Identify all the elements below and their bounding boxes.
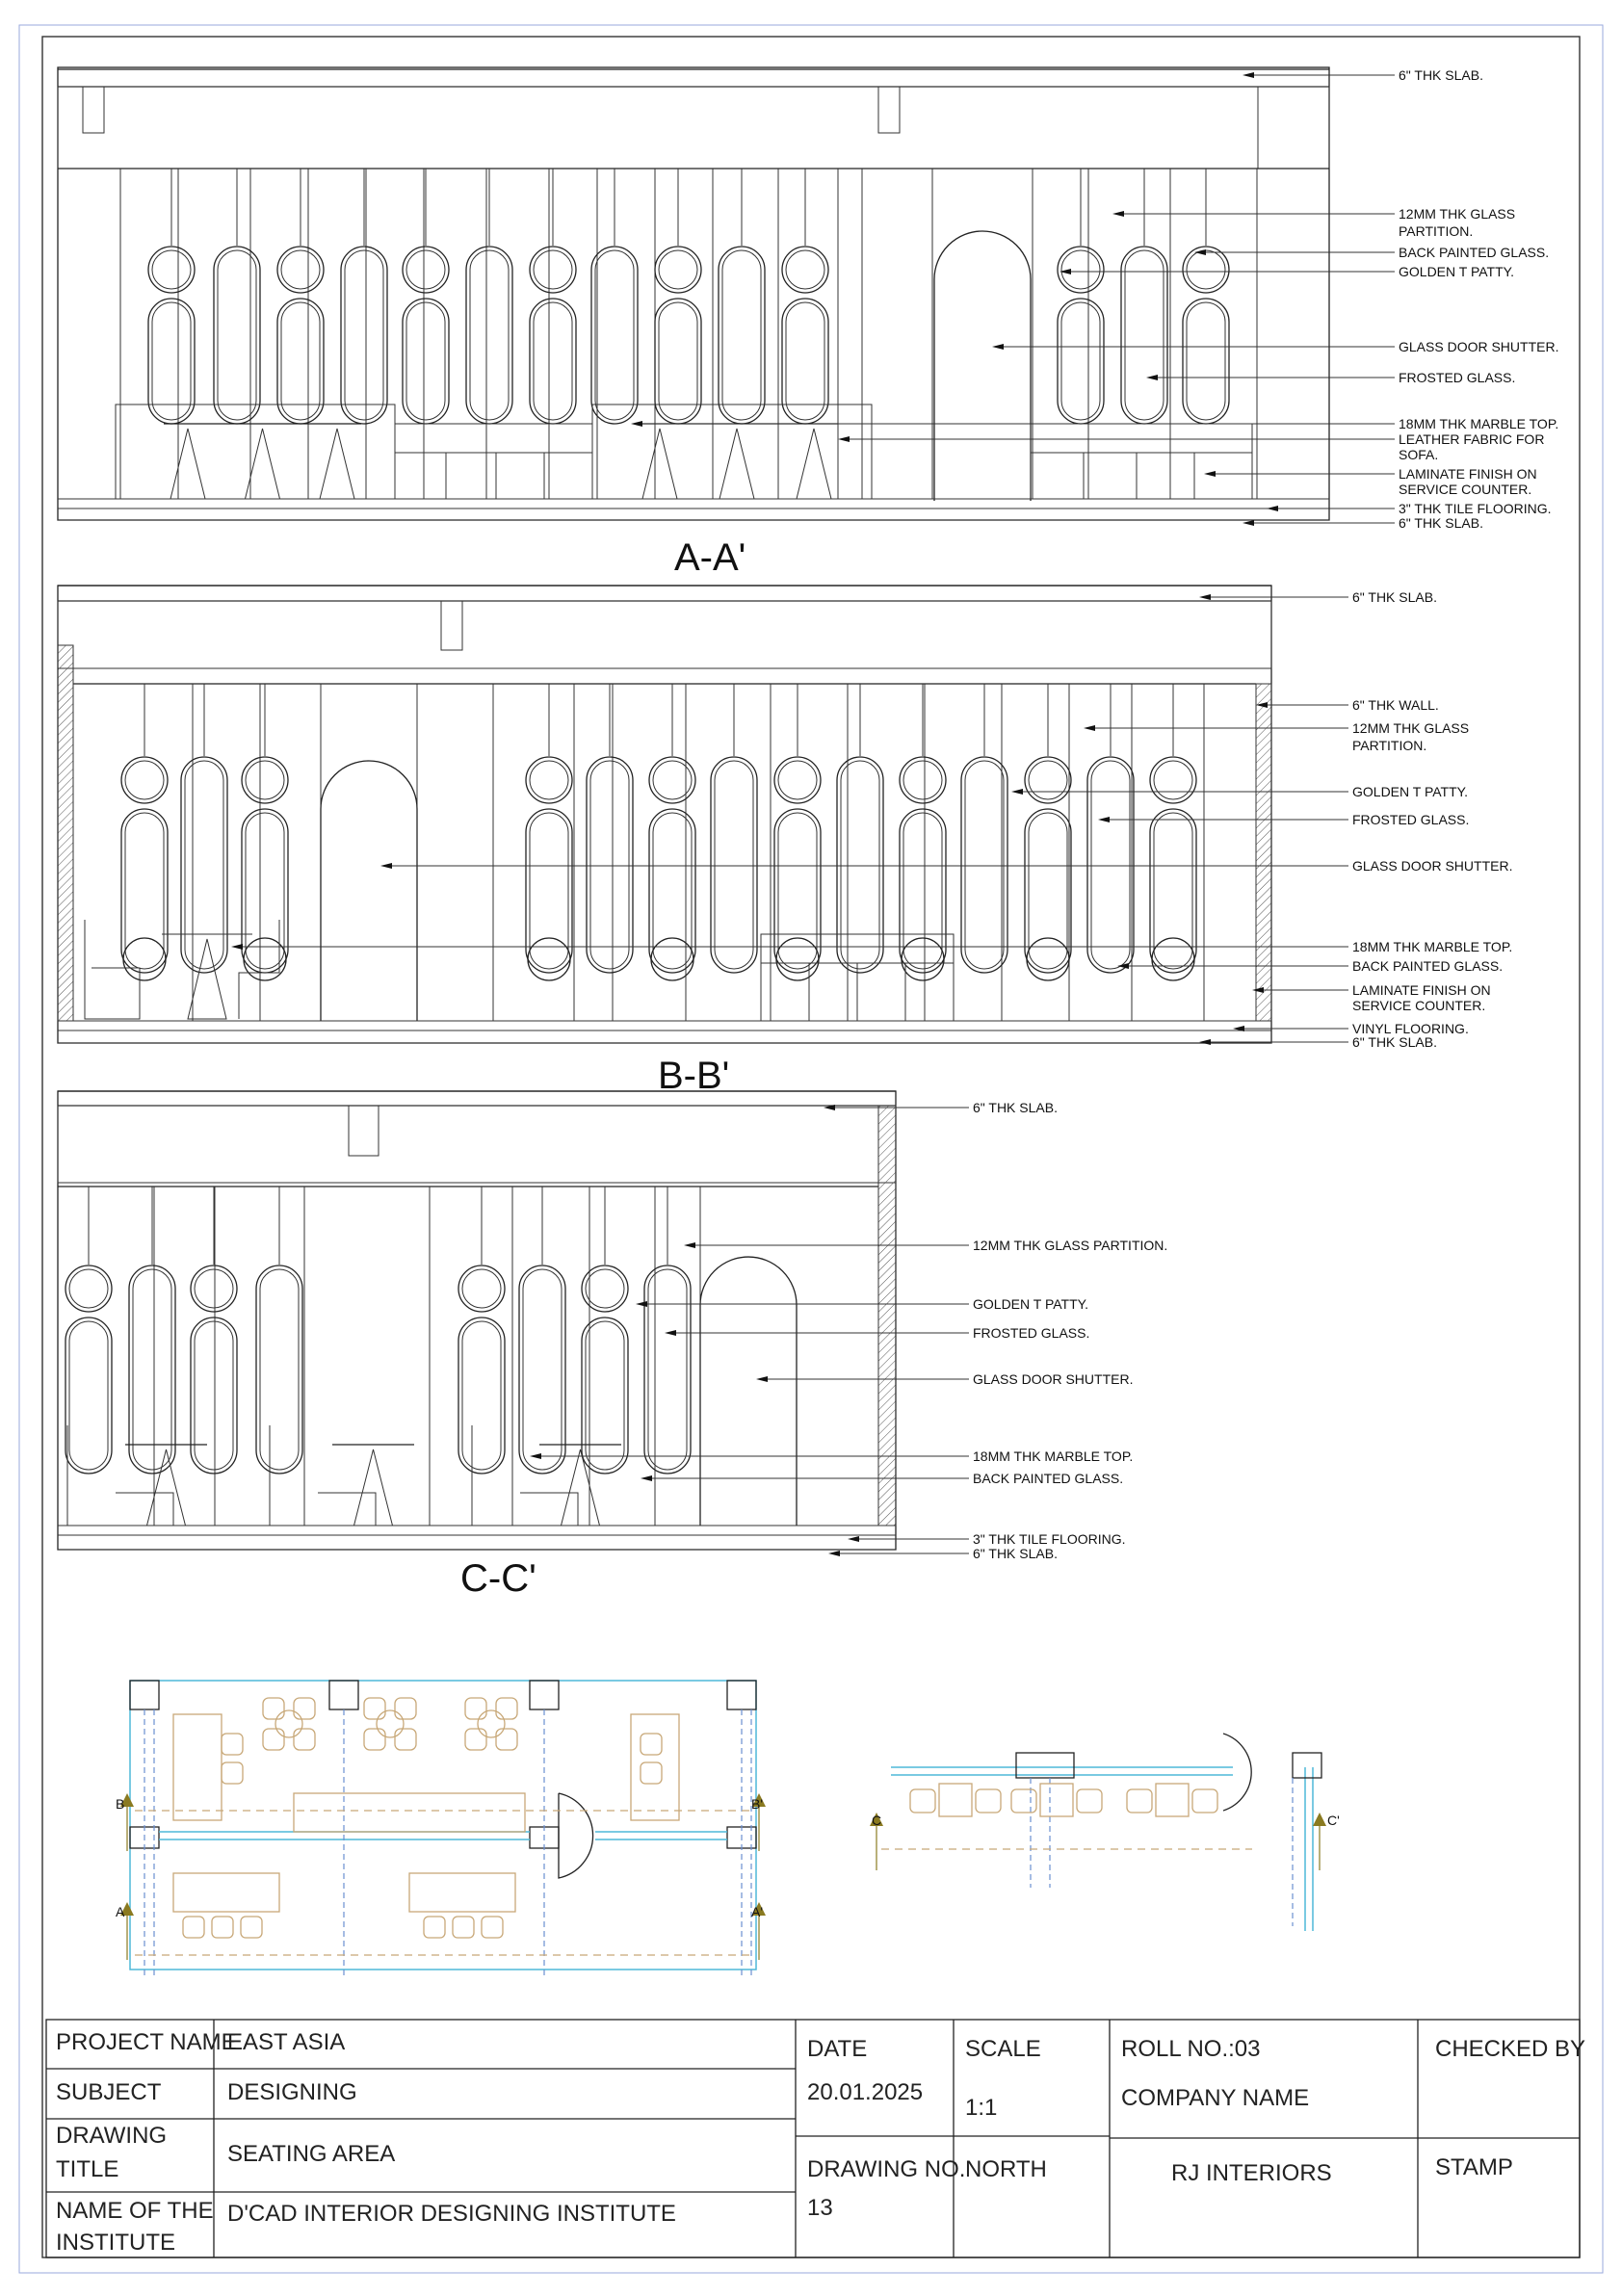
frosted-capsule-inner <box>590 761 629 969</box>
golden-ring <box>458 1265 505 1312</box>
frosted-capsule <box>587 757 633 973</box>
note-label: GLASS DOOR SHUTTER. <box>973 1371 1134 1387</box>
plan-chair <box>395 1729 416 1750</box>
note-label: SOFA. <box>1399 447 1439 462</box>
north-label: NORTH <box>965 2156 1047 2182</box>
subject-label: SUBJECT <box>56 2079 162 2105</box>
note-label: FROSTED GLASS. <box>1399 370 1516 385</box>
golden-ring-inner <box>1029 761 1067 799</box>
golden-ring <box>1058 247 1104 293</box>
leader-arrow <box>1204 471 1216 477</box>
section-arrow <box>1313 1813 1326 1826</box>
scale-value: 1:1 <box>965 2095 998 2121</box>
section-marker-label: A' <box>751 1904 764 1919</box>
leader-arrow <box>1084 725 1095 731</box>
plan-table <box>939 1784 972 1816</box>
golden-ring <box>526 757 572 803</box>
leader-arrow <box>1098 817 1110 822</box>
note-label: 18MM THK MARBLE TOP. <box>1352 939 1513 954</box>
plan-chair <box>212 1917 233 1938</box>
golden-ring-lower <box>651 938 693 980</box>
note-label: VINYL FLOORING. <box>1352 1021 1469 1036</box>
note-label: 18MM THK MARBLE TOP. <box>973 1448 1134 1464</box>
frosted-capsule-inner <box>133 1269 171 1470</box>
plan-chair <box>183 1917 204 1938</box>
frosted-capsule-inner <box>260 1269 299 1470</box>
section-marker-label: C <box>872 1813 882 1828</box>
institute-label-1: NAME OF THE <box>56 2198 214 2224</box>
title-block <box>46 2020 1585 2257</box>
frosted-capsule <box>121 809 168 973</box>
golden-ring-inner <box>246 761 284 799</box>
leader-arrow <box>1199 594 1211 600</box>
frosted-capsule-inner <box>586 1321 624 1470</box>
golden-ring-lower <box>776 938 819 980</box>
golden-ring <box>65 1265 112 1312</box>
note-label: 12MM THK GLASS <box>1352 720 1470 736</box>
plan-chair <box>482 1917 503 1938</box>
plan-chair <box>641 1762 662 1784</box>
note-label: LAMINATE FINISH ON <box>1399 466 1537 482</box>
frosted-capsule <box>900 809 946 973</box>
golden-ring <box>1150 757 1196 803</box>
golden-ring-inner <box>69 1269 108 1308</box>
note-label: GOLDEN T PATTY. <box>1399 264 1515 279</box>
golden-ring-inner <box>462 1269 501 1308</box>
leader-arrow <box>641 1475 652 1481</box>
frosted-capsule-inner <box>152 302 191 420</box>
note-label: 6" THK SLAB. <box>1399 67 1483 83</box>
section-bb-title: B-B' <box>658 1055 730 1097</box>
golden-ring-inner <box>1187 250 1225 289</box>
note-label: GLASS DOOR SHUTTER. <box>1399 339 1559 354</box>
frosted-capsule-inner <box>530 813 568 969</box>
project-name-value: EAST ASIA <box>227 2029 346 2055</box>
frosted-capsule <box>519 1265 565 1474</box>
leader-arrow <box>838 436 850 442</box>
note-label: 18MM THK MARBLE TOP. <box>1399 416 1559 431</box>
frosted-capsule <box>1025 809 1071 973</box>
frosted-capsule-inner <box>195 1321 233 1470</box>
section-markers <box>116 1793 1340 1960</box>
plan-chair <box>910 1789 935 1813</box>
frosted-capsule-inner <box>69 1321 108 1470</box>
key-plan-right <box>881 1734 1321 1931</box>
section-aa-notes <box>631 67 1558 531</box>
plan-chair <box>641 1734 662 1755</box>
plan-chair <box>976 1789 1001 1813</box>
frosted-capsule <box>191 1318 237 1474</box>
plan-table <box>377 1710 404 1737</box>
note-label: 6" THK SLAB. <box>1399 515 1483 531</box>
note-label: PARTITION. <box>1352 738 1427 753</box>
frosted-capsule <box>774 809 821 973</box>
frosted-capsule <box>591 247 638 424</box>
frosted-capsule <box>466 247 512 424</box>
plan-chair <box>222 1734 243 1755</box>
subject-value: DESIGNING <box>227 2079 357 2105</box>
golden-ring <box>191 1265 237 1312</box>
plan-chair <box>241 1917 262 1938</box>
frosted-capsule-inner <box>281 302 320 420</box>
frosted-capsule-inner <box>1154 813 1192 969</box>
plan-table <box>1040 1784 1073 1816</box>
section-bb-notes <box>231 589 1512 1050</box>
leader-arrow <box>848 1536 859 1542</box>
golden-ring <box>582 1265 628 1312</box>
leader-arrow <box>684 1242 695 1248</box>
leader-arrow <box>231 944 243 950</box>
leader-arrow <box>1243 72 1254 78</box>
frosted-capsule-inner <box>648 1269 687 1470</box>
golden-ring-inner <box>195 1269 233 1308</box>
frosted-capsule-inner <box>534 302 572 420</box>
note-label: 3" THK TILE FLOORING. <box>973 1531 1126 1547</box>
plan-chair <box>1011 1789 1036 1813</box>
frosted-capsule-inner <box>715 761 753 969</box>
frosted-capsule <box>341 247 387 424</box>
golden-ring-inner <box>903 761 942 799</box>
frosted-capsule <box>129 1265 175 1474</box>
note-label: SERVICE COUNTER. <box>1399 482 1532 497</box>
frosted-capsule-inner <box>125 813 164 969</box>
table-base <box>719 429 754 499</box>
section-marker-label: A <box>116 1904 125 1919</box>
drawing-no-label: DRAWING NO. <box>807 2156 966 2182</box>
frosted-capsule <box>837 757 883 973</box>
frosted-capsule <box>1058 299 1104 424</box>
section-cc-elevation <box>58 1091 896 1550</box>
golden-ring-lower <box>1152 938 1194 980</box>
note-label: GOLDEN T PATTY. <box>1352 784 1469 799</box>
golden-ring-inner <box>152 250 191 289</box>
plan-chair <box>465 1698 486 1719</box>
chair-profile <box>270 1425 376 1526</box>
frosted-capsule <box>961 757 1007 973</box>
golden-ring-lower <box>528 938 570 980</box>
leader-arrow <box>1011 789 1023 795</box>
frosted-capsule <box>214 247 260 424</box>
golden-ring <box>900 757 946 803</box>
frosted-capsule <box>649 809 695 973</box>
note-label: FROSTED GLASS. <box>973 1325 1090 1341</box>
leader-arrow <box>380 863 392 869</box>
frosted-capsule <box>65 1318 112 1474</box>
plan-chair <box>453 1917 474 1938</box>
table-base <box>354 1449 393 1526</box>
frosted-capsule-inner <box>1187 302 1225 420</box>
frosted-capsule-inner <box>786 302 824 420</box>
stamp-label: STAMP <box>1435 2154 1513 2180</box>
golden-ring-lower <box>902 938 944 980</box>
company-name-label: COMPANY NAME <box>1121 2085 1310 2111</box>
leader-arrow <box>665 1330 676 1336</box>
plan-chair <box>294 1729 315 1750</box>
plan-chair <box>222 1762 243 1784</box>
leader-arrow <box>631 421 642 427</box>
frosted-capsule <box>458 1318 505 1474</box>
leader-arrow <box>1112 211 1124 217</box>
golden-ring <box>121 757 168 803</box>
plan-table <box>1156 1784 1189 1816</box>
frosted-capsule-inner <box>246 813 284 969</box>
plan-chair <box>263 1729 284 1750</box>
section-marker-label: B' <box>751 1796 764 1812</box>
institute-label-2: INSTITUTE <box>56 2230 175 2256</box>
frosted-capsule-inner <box>903 813 942 969</box>
frosted-capsule-inner <box>462 1321 501 1470</box>
note-label: FROSTED GLASS. <box>1352 812 1470 827</box>
frosted-capsule-inner <box>406 302 445 420</box>
note-label: BACK PAINTED GLASS. <box>973 1471 1124 1486</box>
plan-table <box>275 1710 302 1737</box>
frosted-capsule-inner <box>722 250 761 420</box>
note-label: LAMINATE FINISH ON <box>1352 982 1491 998</box>
note-label: 6" THK SLAB. <box>1352 1034 1437 1050</box>
leader-arrow <box>992 344 1004 350</box>
project-name-label: PROJECT NAME <box>56 2029 237 2055</box>
frosted-capsule-inner <box>345 250 383 420</box>
table-base <box>797 429 831 499</box>
frosted-capsule-inner <box>1125 250 1164 420</box>
golden-ring-lower <box>1027 938 1069 980</box>
drawing-title-label-2: TITLE <box>56 2156 119 2182</box>
golden-ring-inner <box>786 250 824 289</box>
golden-ring-inner <box>530 761 568 799</box>
frosted-capsule <box>526 809 572 973</box>
golden-ring-inner <box>534 250 572 289</box>
plan-chair <box>263 1698 284 1719</box>
leader-arrow <box>1243 520 1254 526</box>
golden-ring <box>1025 757 1071 803</box>
section-marker-label: C' <box>1327 1813 1340 1828</box>
frosted-capsule-inner <box>1029 813 1067 969</box>
section-aa-elevation <box>58 67 1329 520</box>
key-plan-left <box>130 1681 756 1979</box>
sheet-outer-border <box>19 25 1603 2273</box>
section-bb-elevation <box>58 586 1271 1043</box>
leader-arrow <box>636 1301 647 1307</box>
golden-ring <box>277 247 324 293</box>
table-base <box>320 429 354 499</box>
note-label: BACK PAINTED GLASS. <box>1352 958 1504 974</box>
plan-chair <box>496 1729 517 1750</box>
frosted-capsule <box>403 299 449 424</box>
leader-arrow <box>1194 249 1206 255</box>
section-marker-label: B <box>116 1796 125 1812</box>
frosted-capsule <box>530 299 576 424</box>
frosted-capsule <box>644 1265 691 1474</box>
frosted-capsule-inner <box>523 1269 562 1470</box>
frosted-capsule <box>181 757 227 973</box>
frosted-capsule-inner <box>185 761 223 969</box>
drawing-title-value: SEATING AREA <box>227 2141 396 2167</box>
golden-ring <box>242 757 288 803</box>
note-label: 3" THK TILE FLOORING. <box>1399 501 1552 516</box>
frosted-capsule-inner <box>965 761 1004 969</box>
plan-chair <box>465 1729 486 1750</box>
frosted-capsule <box>1183 299 1229 424</box>
golden-ring-inner <box>586 1269 624 1308</box>
golden-ring-inner <box>778 761 817 799</box>
note-label: 12MM THK GLASS PARTITION. <box>973 1238 1168 1253</box>
section-cc-title: C-C' <box>460 1557 536 1600</box>
frosted-capsule <box>719 247 765 424</box>
frosted-capsule <box>256 1265 302 1474</box>
golden-ring <box>774 757 821 803</box>
plan-chair <box>395 1698 416 1719</box>
golden-ring <box>403 247 449 293</box>
golden-ring-inner <box>125 761 164 799</box>
frosted-capsule <box>242 809 288 973</box>
note-label: BACK PAINTED GLASS. <box>1399 245 1550 260</box>
note-label: PARTITION. <box>1399 223 1474 239</box>
note-label: GLASS DOOR SHUTTER. <box>1352 858 1513 874</box>
drawing-no-value: 13 <box>807 2195 833 2221</box>
checked-by-label: CHECKED BY <box>1435 2036 1586 2062</box>
frosted-capsule-inner <box>841 761 879 969</box>
sheet-inner-border <box>42 37 1580 2257</box>
institute-value: D'CAD INTERIOR DESIGNING INSTITUTE <box>227 2201 676 2227</box>
golden-ring-inner <box>1154 761 1192 799</box>
note-label: 6" THK SLAB. <box>973 1546 1058 1561</box>
note-label: 6" THK SLAB. <box>973 1100 1058 1115</box>
plan-chair <box>496 1698 517 1719</box>
date-label: DATE <box>807 2036 868 2062</box>
golden-ring-inner <box>281 250 320 289</box>
golden-ring <box>655 247 701 293</box>
plan-chair <box>1192 1789 1217 1813</box>
leader-arrow <box>828 1551 840 1556</box>
leader-arrow <box>1199 1039 1211 1045</box>
note-label: LEATHER FABRIC FOR <box>1399 431 1545 447</box>
roll-no: ROLL NO.:03 <box>1121 2036 1261 2062</box>
frosted-capsule <box>711 757 757 973</box>
frosted-capsule-inner <box>778 813 817 969</box>
scale-label: SCALE <box>965 2036 1041 2062</box>
leader-arrow <box>530 1453 541 1459</box>
plan-chair <box>364 1729 385 1750</box>
frosted-capsule <box>1121 247 1167 424</box>
note-label: GOLDEN T PATTY. <box>973 1296 1089 1312</box>
frosted-capsule-inner <box>1061 302 1100 420</box>
chair-profile <box>67 1425 173 1526</box>
plan-chair <box>1077 1789 1102 1813</box>
leader-arrow <box>1146 375 1158 380</box>
plan-chair <box>424 1917 445 1938</box>
golden-ring <box>148 247 195 293</box>
leader-arrow <box>756 1376 768 1382</box>
frosted-capsule-inner <box>659 302 697 420</box>
golden-ring <box>782 247 828 293</box>
note-label: 6" THK WALL. <box>1352 697 1439 713</box>
plan-table <box>478 1710 505 1737</box>
note-label: 6" THK SLAB. <box>1352 589 1437 605</box>
note-label: 12MM THK GLASS <box>1399 206 1516 222</box>
note-label: SERVICE COUNTER. <box>1352 998 1486 1013</box>
plan-chair <box>294 1698 315 1719</box>
frosted-capsule <box>1087 757 1134 973</box>
golden-ring-inner <box>659 250 697 289</box>
leader-arrow <box>1267 506 1278 511</box>
golden-ring-lower <box>123 938 166 980</box>
table-base <box>170 429 205 499</box>
golden-ring <box>530 247 576 293</box>
frosted-capsule-inner <box>470 250 509 420</box>
table-base <box>642 429 677 499</box>
golden-ring-inner <box>406 250 445 289</box>
section-aa-title: A-A' <box>674 536 746 579</box>
golden-ring <box>649 757 695 803</box>
plan-chair <box>1127 1789 1152 1813</box>
table-base <box>562 1449 600 1526</box>
drawing-title-label-1: DRAWING <box>56 2123 168 2149</box>
table-base <box>147 1449 186 1526</box>
company-name-value: RJ INTERIORS <box>1171 2160 1332 2186</box>
frosted-capsule <box>1150 809 1196 973</box>
plan-chair <box>364 1698 385 1719</box>
frosted-capsule <box>582 1318 628 1474</box>
date-value: 20.01.2025 <box>807 2079 924 2105</box>
frosted-capsule-inner <box>595 250 634 420</box>
